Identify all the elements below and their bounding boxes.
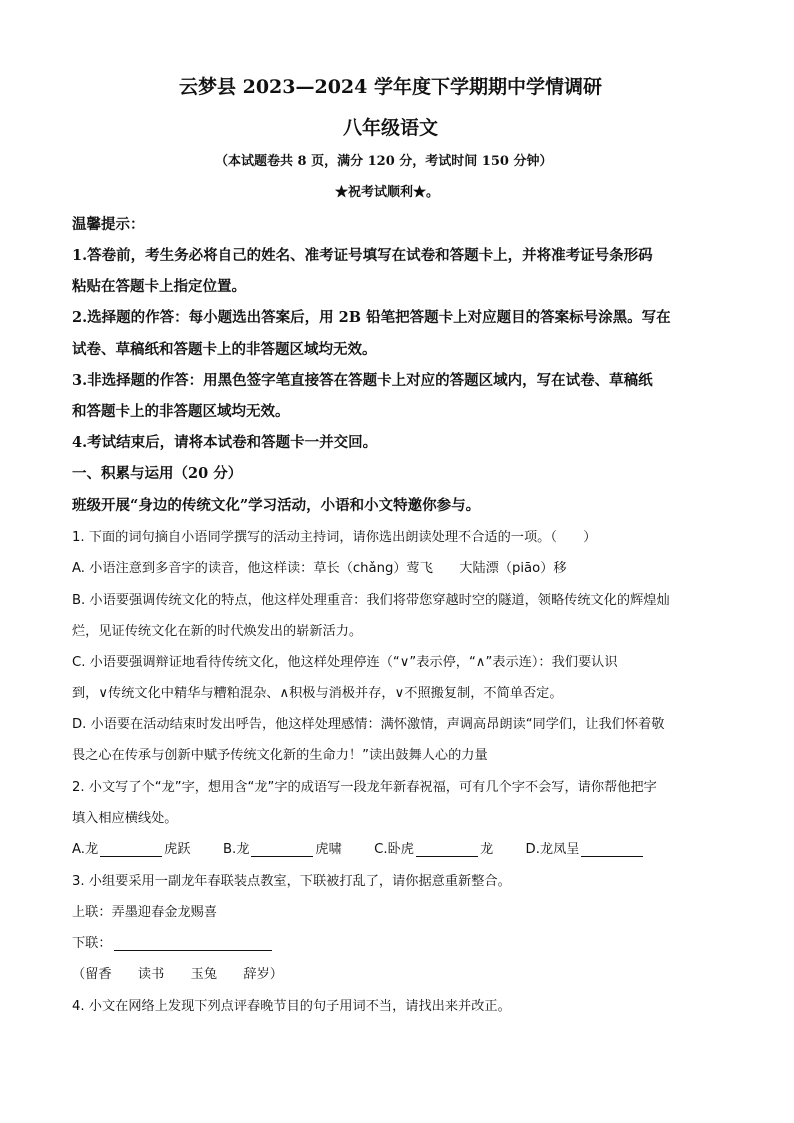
- notice-item-4: 4.考试结束后，请将本试卷和答题卡一并交回。: [72, 434, 378, 451]
- exam-info: （本试题卷共 8 页，满分 120 分，考试时间 150 分钟）: [215, 154, 553, 169]
- question-1-option-a: A. 小语注意到多音字的读音，他这样读：草长（chǎng）莺飞 大陆漂（piāo）移: [72, 561, 567, 576]
- question-1-option-d-line-2: 畏之心在传承与创新中赋予传统文化新的生命力！”读出鼓舞人心的力量: [72, 748, 488, 763]
- couplet-lower-label: 下联：: [72, 936, 112, 951]
- question-1-option-b-line-1: B. 小语要强调传统文化的特点，他这样处理重音：我们将带您穿越时空的隧道，领略传统文化的辉煌灿: [72, 593, 670, 608]
- couplet-upper-line: 上联：弄墨迎春金龙赐喜: [72, 905, 218, 920]
- fill-b-prefix: B.龙: [222, 842, 250, 857]
- fill-c-suffix: 龙: [479, 842, 494, 857]
- couplet-lower-line: [72, 932, 274, 951]
- notice-item-1-line-1: 1.答卷前，考生务必将自己的姓名、准考证号填写在试卷和答题卡上，并将准考证号条形码: [72, 247, 653, 264]
- couplet-word-bank: （留香 读书 玉兔 辞岁）: [72, 967, 283, 982]
- couplet-lower-blank[interactable]: [114, 936, 272, 951]
- section-1-intro: 班级开展“身边的传统文化”学习活动，小语和小文特邀你参与。: [72, 497, 481, 514]
- notice-item-3-line-1: 3.非选择题的作答：用黑色签字笔直接答在答题卡上对应的答题区域内，写在试卷、草稿纸: [72, 372, 653, 389]
- question-1-option-c-line-2: 到，∨传统文化中精华与糟粕混杂、∧积极与消极并存，∨不照搬复制，不简单否定。: [72, 686, 563, 701]
- fill-d-blank[interactable]: [581, 842, 643, 857]
- good-luck-line: ★祝考试顺利★。: [335, 185, 440, 200]
- notice-item-1-line-2: 粘贴在答题卡上指定位置。: [72, 278, 246, 295]
- question-3-stem: 3. 小组要采用一副龙年春联装点教室，下联被打乱了，请你据意重新整合。: [72, 874, 511, 889]
- exam-subtitle: 八年级语文: [343, 117, 439, 139]
- fill-a-prefix: A.龙: [72, 842, 99, 857]
- fill-d-prefix: D.龙凤呈: [525, 842, 580, 857]
- question-2-stem-line-1: 2. 小文写了个“龙”字，想用含“龙”字的成语写一段龙年新春祝福，可有几个字不会写，请你帮他把字: [72, 780, 657, 795]
- fill-c-prefix: C.卧虎: [374, 842, 414, 857]
- notice-item-3-line-2: 和答题卡上的非答题区域均无效。: [72, 403, 290, 420]
- fill-c-blank[interactable]: [416, 842, 478, 857]
- fill-a-blank[interactable]: [100, 842, 162, 857]
- question-2-fill-row: [72, 838, 645, 857]
- section-1-heading: 一、积累与运用（20 分）: [72, 465, 243, 482]
- notice-heading: 温馨提示：: [72, 216, 145, 233]
- fill-b-blank[interactable]: [251, 842, 313, 857]
- question-4-stem: 4. 小文在网络上发现下列点评春晚节目的句子用词不当，请找出来并改正。: [72, 999, 511, 1014]
- fill-b-suffix: 虎啸: [315, 842, 342, 857]
- question-1-option-d-line-1: D. 小语要在活动结束时发出呼告，他这样处理感情：满怀激情，声调高昂朗读“同学们，让我们怀着敬: [72, 717, 665, 732]
- fill-a-suffix: 虎跃: [164, 842, 191, 857]
- question-2-stem-line-2: 填入相应横线处。: [72, 811, 178, 826]
- notice-item-2-line-2: 试卷、草稿纸和答题卡上的非答题区域均无效。: [72, 341, 377, 358]
- question-1-stem: 1. 下面的词句摘自小语同学撰写的活动主持词，请你选出朗读处理不合适的一项。（ ）: [72, 530, 597, 545]
- notice-item-2-line-1: 2.选择题的作答：每小题选出答案后，用 2B 铅笔把答题卡上对应题目的答案标号涂黑。写在: [72, 309, 671, 326]
- question-1-option-b-line-2: 烂，见证传统文化在新的时代焕发出的崭新活力。: [72, 624, 363, 639]
- question-1-option-c-line-1: C. 小语要强调辩证地看待传统文化，他这样处理停连（“∨”表示停，“∧”表示连）：我们要认识: [72, 655, 618, 670]
- exam-title: 云梦县 2023—2024 学年度下学期期中学情调研: [179, 76, 602, 98]
